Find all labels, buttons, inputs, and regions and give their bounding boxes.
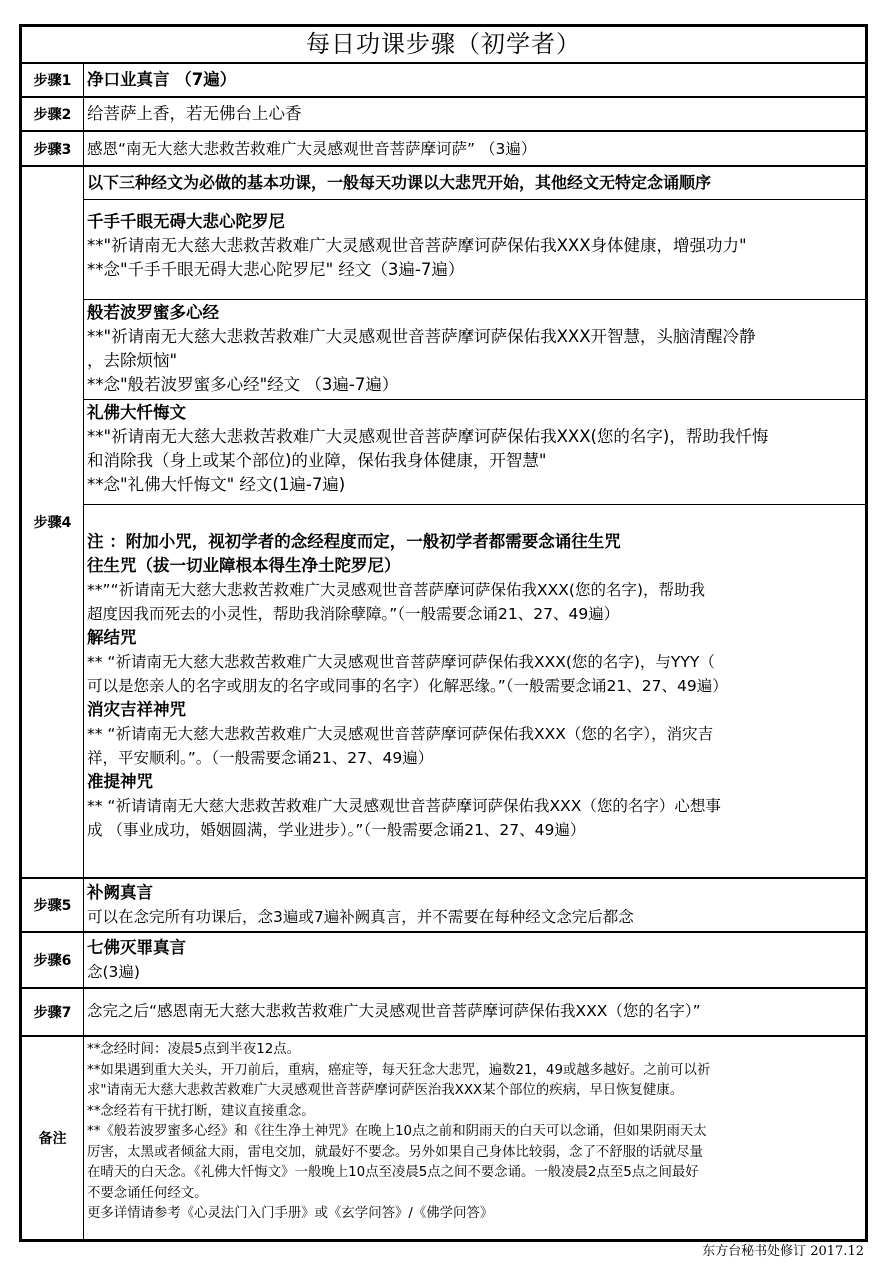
sutra-line: 和消除我（身上或某个部位)的业障，保佑我身体健康，开智慧" bbox=[87, 451, 547, 470]
step-3-row bbox=[22, 130, 865, 165]
sutra-chanhui bbox=[84, 399, 865, 504]
step-2-row bbox=[22, 96, 865, 130]
remark-line: 在晴天的白天念。《礼佛大忏悔文》一般晚上10点至凌晨5点之间不要念诵。一般凌晨2点至5点之间最好 bbox=[87, 1165, 699, 1180]
step-7-row bbox=[22, 987, 865, 1035]
mantra-line: 祥，平安顺利。”。（一般需要念诵21、27、49遍） bbox=[87, 749, 434, 767]
mantra-heading: 消灾吉祥神咒 bbox=[87, 700, 186, 719]
remarks-label: 备注 bbox=[22, 1037, 84, 1239]
step-label: 步骤1 bbox=[22, 64, 84, 96]
remark-line: 不要念诵任何经文。 bbox=[87, 1185, 208, 1201]
mantra-line: 可以是您亲人的名字或朋友的名字或同事的名字）化解恶缘。”（一般需要念诵21、27、49遍） bbox=[87, 677, 728, 695]
step-1-row bbox=[22, 62, 865, 96]
mantra-line: 超度因我而死去的小灵性，帮助我消除孽障。”（一般需要念诵21、27、49遍） bbox=[87, 605, 620, 623]
mantras-note: 注 ：附加小咒，视初学者的念经程度而定，一般初学者都需要念诵往生咒 bbox=[87, 532, 621, 551]
sutra-line: **"祈请南无大慈大悲救苦救难广大灵感观世音菩萨摩诃萨保佑我XXX开智慧，头脑清醒冷静 bbox=[87, 327, 756, 346]
step-label: 步骤5 bbox=[22, 879, 84, 931]
remark-line: **念经若有干扰打断，建议直接重念。 bbox=[87, 1103, 315, 1119]
step-4-row bbox=[22, 165, 865, 877]
title-row bbox=[22, 27, 865, 62]
sutra-line: **念"般若波罗蜜多心经"经文 （3遍-7遍） bbox=[87, 375, 399, 394]
remark-line: **《般若波罗蜜多心经》和《往生净土神咒》在晚上10点之前和阴雨天的白天可以念诵，但如果阴雨天太 bbox=[87, 1124, 707, 1139]
sutra-line: **念"千手千眼无碍大悲心陀罗尼" 经文（3遍-7遍） bbox=[87, 260, 465, 279]
sutra-line: **"祈请南无大慈大悲救苦救难广大灵感观世音菩萨摩诃萨保佑我XXX(您的名字)，帮助我忏悔 bbox=[87, 427, 769, 446]
mantra-heading: 往生咒（拔一切业障根本得生净土陀罗尼） bbox=[87, 556, 401, 575]
sutra-xinjing bbox=[84, 299, 865, 399]
mantra-line: 成 （事业成功，婚姻圆满，学业进步）。”（一般需要念诵21、27、49遍） bbox=[87, 821, 586, 839]
remark-line: 更多详情请参考《心灵法门入门手册》或《玄学问答》/《佛学问答》 bbox=[87, 1206, 494, 1221]
mantra-heading: 解结咒 bbox=[87, 628, 137, 647]
remark-line: **念经时间：凌晨5点到半夜12点。 bbox=[87, 1042, 301, 1057]
sutra-line: **"祈请南无大慈大悲救苦救难广大灵感观世音菩萨摩诃萨保佑我XXX身体健康，增强功力" bbox=[87, 236, 747, 255]
step-label: 步骤6 bbox=[22, 933, 84, 987]
step-6-row bbox=[22, 931, 865, 987]
sutra-line: **念"礼佛大忏悔文" 经文(1遍-7遍) bbox=[87, 475, 346, 494]
mantra-line: ** “祈请南无大慈大悲救苦救难广大灵感观世音菩萨摩诃萨保佑我XXX(您的名字)，与YYY（ bbox=[87, 653, 715, 671]
step-1-text: 净口业真言 （7遍） bbox=[87, 70, 237, 89]
step-5-heading: 补阙真言 bbox=[87, 883, 153, 902]
sutra-line: ，去除烦恼" bbox=[87, 351, 178, 370]
step-5-text: 可以在念完所有功课后，念3遍或7遍补阙真言，并不需要在每种经文念完后都念 bbox=[87, 908, 634, 926]
mantra-heading: 准提神咒 bbox=[87, 772, 153, 791]
step-label: 步骤2 bbox=[22, 98, 84, 130]
mantras-section bbox=[84, 504, 865, 877]
step-label: 步骤4 bbox=[22, 167, 84, 877]
mantra-line: ** “祈请南无大慈大悲救苦救难广大灵感观世音菩萨摩诃萨保佑我XXX（您的名字），消灾吉 bbox=[87, 725, 714, 743]
remark-line: 求"请南无大慈大悲救苦救难广大灵感观世音菩萨摩诃萨医治我XXX某个部位的疾病，早日恢复健康。 bbox=[87, 1083, 684, 1098]
step-6-text: 念(3遍) bbox=[87, 963, 140, 981]
revision-footer: 东方台秘书处修订 2017.12 bbox=[702, 1244, 864, 1259]
step-6-heading: 七佛灭罪真言 bbox=[87, 938, 186, 957]
mantra-line: **”“祈请南无大慈大悲救苦救难广大灵感观世音菩萨摩诃萨保佑我XXX(您的名字)，帮助我 bbox=[87, 581, 706, 599]
step-label: 步骤3 bbox=[22, 132, 84, 165]
step-label: 步骤7 bbox=[22, 989, 84, 1035]
sutra-heading: 般若波罗蜜多心经 bbox=[87, 303, 219, 322]
step-7-text: 念完之后“感恩南无大慈大悲救苦救难广大灵感观世音菩萨摩诃萨保佑我XXX（您的名字）” bbox=[87, 1002, 701, 1020]
remarks-row bbox=[22, 1035, 865, 1239]
step-2-text: 给菩萨上香，若无佛台上心香 bbox=[87, 104, 302, 123]
step-4-intro bbox=[84, 167, 865, 199]
remark-line: **如果遇到重大关头，开刀前后，重病，癌症等，每天狂念大悲咒，遍数21，49或越多越好。之前可以祈 bbox=[87, 1062, 711, 1078]
page-title: 每日功课步骤（初学者） bbox=[306, 30, 581, 58]
step-3-text: 感恩“南无大慈大悲救苦救难广大灵感观世音菩萨摩诃萨” （3遍） bbox=[87, 140, 537, 158]
intro-text: 以下三种经文为必做的基本功课，一般每天功课以大悲咒开始，其他经文无特定念诵顺序 bbox=[87, 173, 712, 192]
mantra-line: ** “祈请请南无大慈大悲救苦救难广大灵感观世音菩萨摩诃萨保佑我XXX（您的名字）心想事 bbox=[87, 797, 721, 815]
sutra-heading: 礼佛大忏悔文 bbox=[87, 403, 186, 422]
daily-practice-table bbox=[19, 24, 868, 1242]
step-5-row bbox=[22, 877, 865, 931]
sutra-dabei bbox=[84, 199, 865, 299]
sutra-heading: 千手千眼无碍大悲心陀罗尼 bbox=[87, 212, 285, 231]
remark-line: 厉害，太黑或者倾盆大雨，雷电交加，就最好不要念。另外如果自己身体比较弱，念了不舒服的话就尽量 bbox=[87, 1144, 703, 1160]
